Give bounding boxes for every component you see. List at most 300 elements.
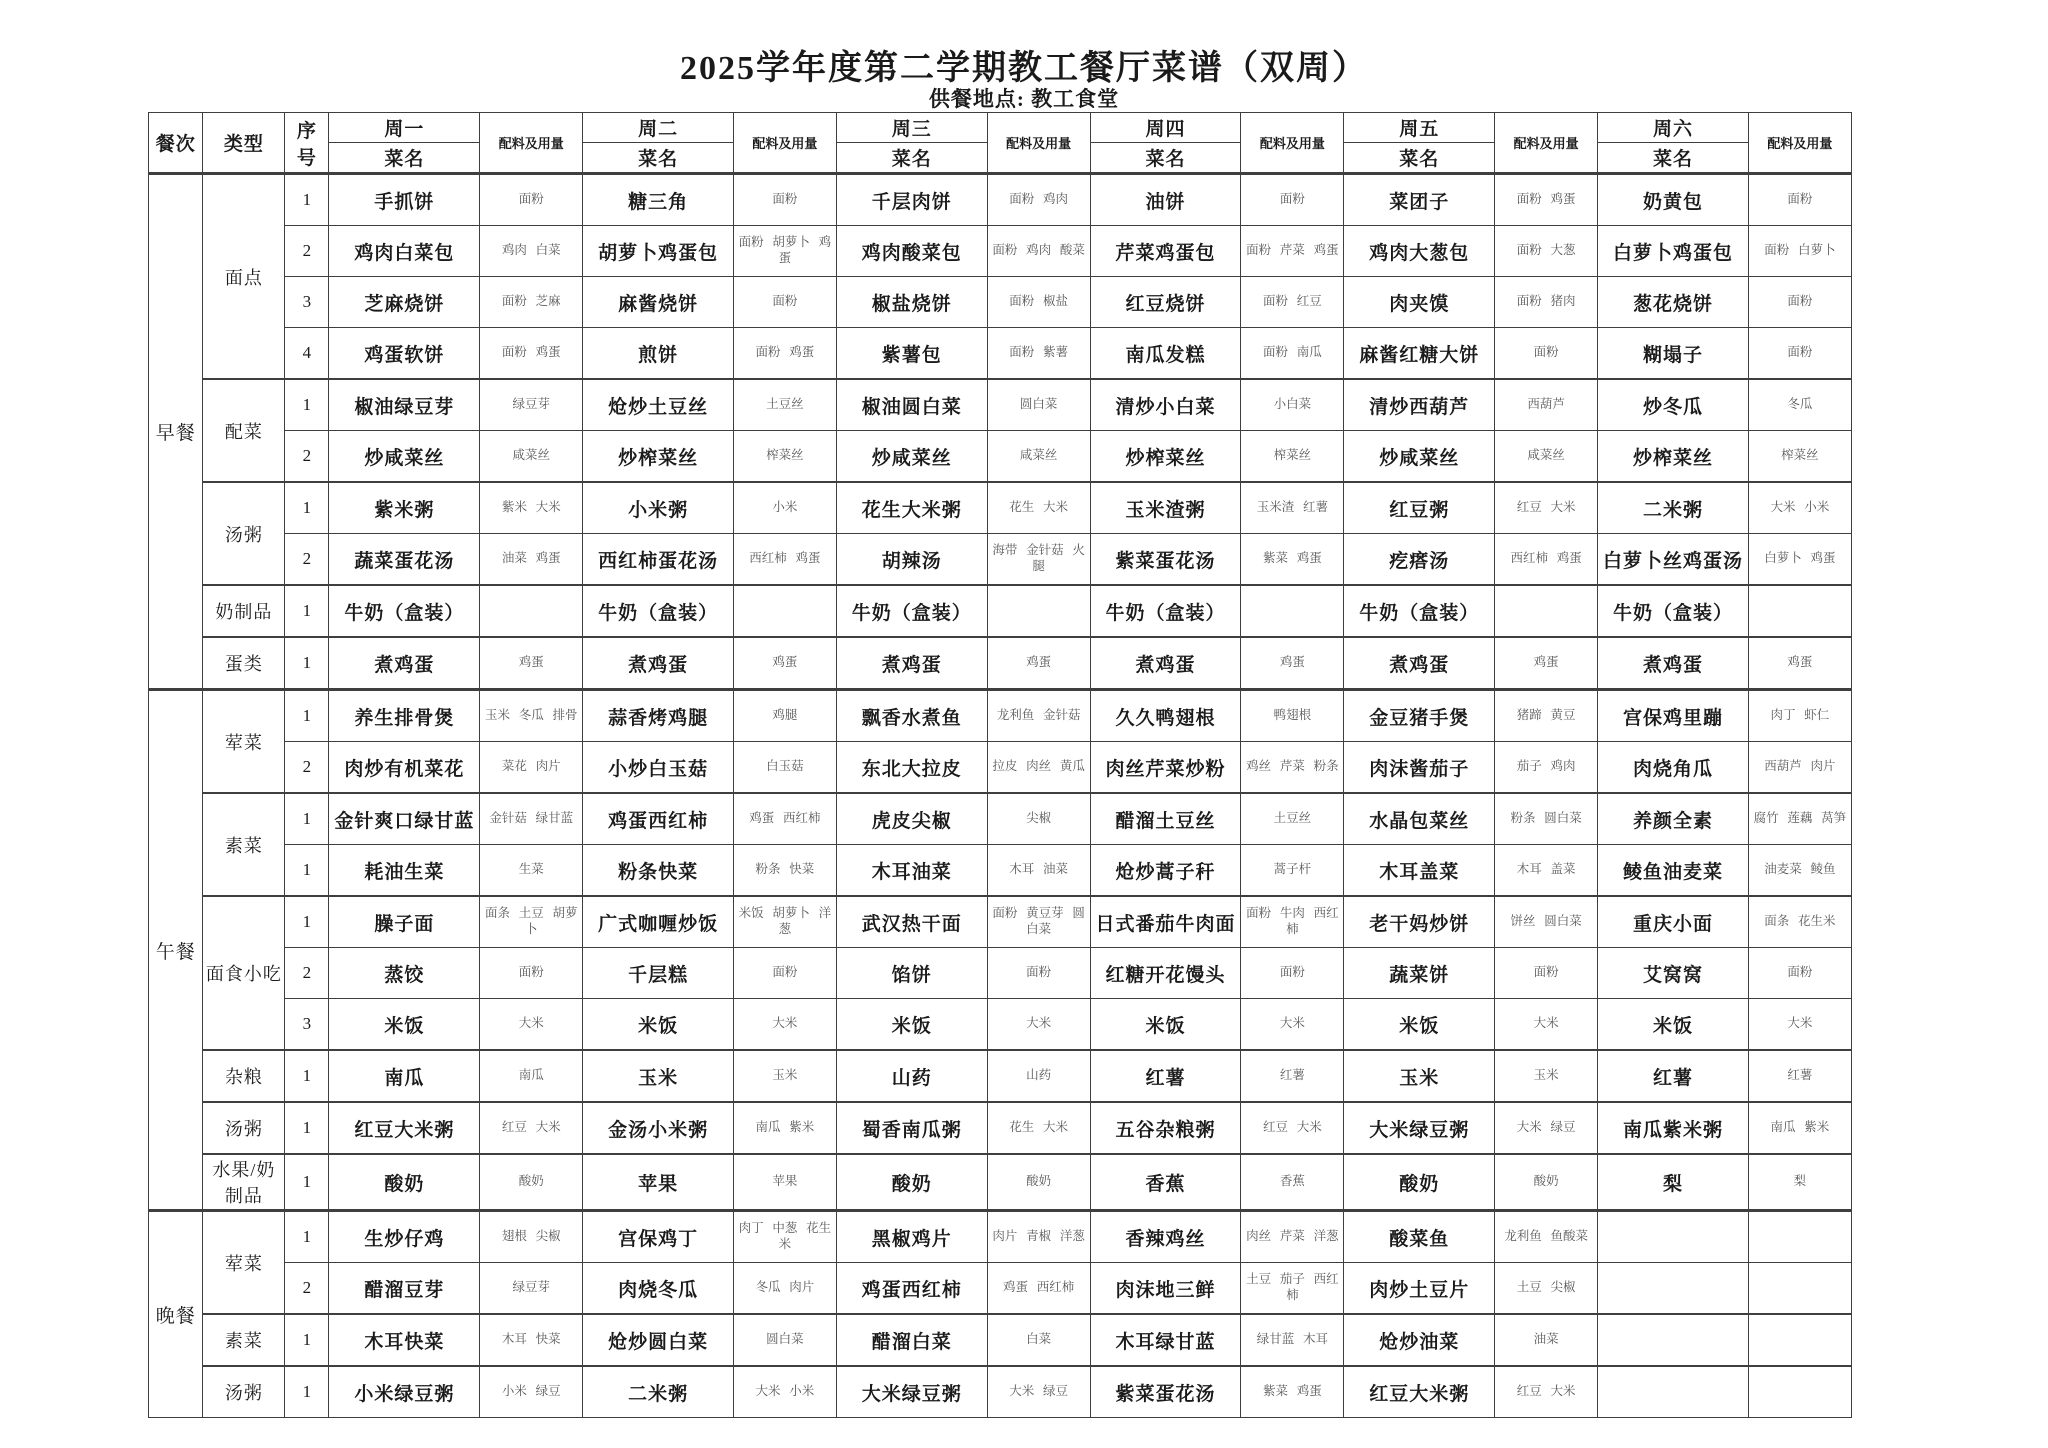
ingredient-cell: 红薯 [1748,1050,1851,1102]
dish-cell: 红豆大米粥 [1344,1366,1495,1418]
dish-cell: 花生大米粥 [836,482,987,534]
meal-label: 午餐 [149,690,203,1211]
type-label: 奶制品 [203,585,285,637]
type-label: 汤粥 [203,1102,285,1154]
dish-cell: 梨 [1598,1154,1749,1211]
type-label: 配菜 [203,379,285,482]
dish-cell: 醋溜土豆丝 [1090,793,1241,845]
dish-cell: 粉条快菜 [583,845,734,897]
dish-cell: 炒冬瓜 [1598,379,1749,431]
header-day-3: 周三 [836,113,987,143]
ingredient-cell: 龙利鱼 金针菇 [987,690,1090,742]
menu-row [149,277,1852,328]
dish-cell: 炒榨菜丝 [1598,431,1749,483]
ingredient-cell: 小白菜 [1241,379,1344,431]
ingredient-cell: 白玉菇 [733,742,836,794]
dish-cell: 酸菜鱼 [1344,1211,1495,1263]
dish-cell: 醋溜白菜 [836,1314,987,1366]
ingredient-cell: 鸡蛋 [987,637,1090,690]
menu-row [149,1314,1852,1366]
ingredient-cell: 面粉 芝麻 [480,277,583,328]
header-ingredients: 配料及用量 [733,113,836,174]
header-day-2: 周二 [583,113,734,143]
dish-cell: 木耳油菜 [836,845,987,897]
dish-cell: 醋溜豆芽 [329,1263,480,1315]
header-ingredients: 配料及用量 [1241,113,1344,174]
ingredient-cell: 肉片 青椒 洋葱 [987,1211,1090,1263]
header-dish: 菜名 [329,143,480,174]
page-title: 2025学年度第二学期教工餐厅菜谱（双周） [680,50,1368,87]
ingredient-cell: 苹果 [733,1154,836,1211]
type-label: 汤粥 [203,482,285,585]
dish-cell: 玉米 [583,1050,734,1102]
dish-cell: 红豆粥 [1344,482,1495,534]
ingredient-cell [1748,1263,1851,1315]
dish-cell: 生炒仔鸡 [329,1211,480,1263]
dish-cell: 紫米粥 [329,482,480,534]
header-meal: 餐次 [149,113,203,174]
ingredient-cell: 鸡蛋 [1241,637,1344,690]
ingredient-cell: 海带 金针菇 火腿 [987,534,1090,586]
ingredient-cell: 土豆丝 [1241,793,1344,845]
ingredient-cell: 面粉 胡萝卜 鸡蛋 [733,226,836,277]
ingredient-cell: 香蕉 [1241,1154,1344,1211]
index-cell: 1 [285,174,329,226]
dish-cell: 蒸饺 [329,948,480,999]
dish-cell: 南瓜 [329,1050,480,1102]
type-label: 汤粥 [203,1366,285,1418]
ingredient-cell: 粉条 圆白菜 [1495,793,1598,845]
ingredient-cell: 猪蹄 黄豆 [1495,690,1598,742]
menu-row [149,690,1852,742]
ingredient-cell: 木耳 快菜 [480,1314,583,1366]
ingredient-cell: 面粉 [1495,948,1598,999]
ingredient-cell: 大米 绿豆 [987,1366,1090,1418]
ingredient-cell: 蒿子杆 [1241,845,1344,897]
ingredient-cell: 面粉 [1748,328,1851,380]
dish-cell: 养生排骨煲 [329,690,480,742]
dish-cell: 煮鸡蛋 [1344,637,1495,690]
dish-cell: 二米粥 [583,1366,734,1418]
dish-cell: 油饼 [1090,174,1241,226]
dish-cell: 红豆烧饼 [1090,277,1241,328]
menu-row [149,845,1852,897]
header-day-6: 周六 [1598,113,1749,143]
dish-cell: 东北大拉皮 [836,742,987,794]
header-dish: 菜名 [1598,143,1749,174]
dish-cell: 牛奶（盒装） [583,585,734,637]
ingredient-cell: 玉米 冬瓜 排骨 [480,690,583,742]
ingredient-cell: 肉丝 芹菜 洋葱 [1241,1211,1344,1263]
ingredient-cell: 鸡蛋 [1495,637,1598,690]
ingredient-cell: 大米 [480,999,583,1051]
ingredient-cell: 肉丁 中葱 花生米 [733,1211,836,1263]
ingredient-cell: 鸡肉 白菜 [480,226,583,277]
ingredient-cell: 西红柿 鸡蛋 [733,534,836,586]
ingredient-cell: 紫菜 鸡蛋 [1241,1366,1344,1418]
dish-cell: 老干妈炒饼 [1344,896,1495,948]
dish-cell: 蔬菜蛋花汤 [329,534,480,586]
ingredient-cell: 腐竹 莲藕 莴笋 [1748,793,1851,845]
dish-cell: 米饭 [583,999,734,1051]
ingredient-cell: 面粉 芹菜 鸡蛋 [1241,226,1344,277]
ingredient-cell [480,585,583,637]
dish-cell: 清炒小白菜 [1090,379,1241,431]
ingredient-cell: 酸奶 [480,1154,583,1211]
ingredient-cell: 榨菜丝 [733,431,836,483]
ingredient-cell: 鸡丝 芹菜 粉条 [1241,742,1344,794]
dish-cell: 鸡蛋软饼 [329,328,480,380]
dish-cell: 蜀香南瓜粥 [836,1102,987,1154]
dish-cell: 西红柿蛋花汤 [583,534,734,586]
dish-cell: 肉炒土豆片 [1344,1263,1495,1315]
ingredient-cell: 油麦菜 鲮鱼 [1748,845,1851,897]
dish-cell: 炝炒油菜 [1344,1314,1495,1366]
dish-cell: 麻酱红糖大饼 [1344,328,1495,380]
dish-cell: 南瓜紫米粥 [1598,1102,1749,1154]
menu-row [149,431,1852,483]
header-dish: 菜名 [836,143,987,174]
header-ingredients: 配料及用量 [1748,113,1851,174]
menu-row [149,1154,1852,1211]
ingredient-cell: 花生 大米 [987,482,1090,534]
dish-cell: 玉米渣粥 [1090,482,1241,534]
dish-cell: 芹菜鸡蛋包 [1090,226,1241,277]
dish-cell: 煎饼 [583,328,734,380]
dish-cell: 紫菜蛋花汤 [1090,1366,1241,1418]
header-dish: 菜名 [1344,143,1495,174]
dish-cell: 水晶包菜丝 [1344,793,1495,845]
dish-cell: 煮鸡蛋 [1090,637,1241,690]
ingredient-cell: 白菜 [987,1314,1090,1366]
dish-cell: 炒咸菜丝 [329,431,480,483]
ingredient-cell: 西红柿 鸡蛋 [1495,534,1598,586]
ingredient-cell: 紫米 大米 [480,482,583,534]
index-cell: 1 [285,379,329,431]
menu-row [149,999,1852,1051]
menu-row [149,1263,1852,1315]
menu-row [149,482,1852,534]
ingredient-cell [1748,1211,1851,1263]
menu-table [148,112,1852,1418]
index-cell: 1 [285,896,329,948]
index-cell: 2 [285,948,329,999]
dish-cell: 米饭 [1344,999,1495,1051]
dish-cell: 重庆小面 [1598,896,1749,948]
header-ingredients: 配料及用量 [480,113,583,174]
ingredient-cell: 面粉 鸡蛋 [1495,174,1598,226]
ingredient-cell: 红豆 大米 [1241,1102,1344,1154]
dish-cell: 香蕉 [1090,1154,1241,1211]
dish-cell: 南瓜发糕 [1090,328,1241,380]
ingredient-cell: 大米 小米 [1748,482,1851,534]
ingredient-cell: 面粉 鸡肉 [987,174,1090,226]
dish-cell: 炝炒蒿子秆 [1090,845,1241,897]
ingredient-cell: 油菜 鸡蛋 [480,534,583,586]
dish-cell: 肉夹馍 [1344,277,1495,328]
type-label: 素菜 [203,1314,285,1366]
ingredient-cell: 生菜 [480,845,583,897]
dish-cell: 木耳绿甘蓝 [1090,1314,1241,1366]
dish-cell: 香辣鸡丝 [1090,1211,1241,1263]
dish-cell: 鸡蛋西红柿 [836,1263,987,1315]
ingredient-cell: 鸡蛋 [480,637,583,690]
ingredient-cell: 木耳 油菜 [987,845,1090,897]
ingredient-cell: 绿豆芽 [480,379,583,431]
ingredient-cell: 面粉 鸡蛋 [480,328,583,380]
dish-cell: 千层糕 [583,948,734,999]
ingredient-cell: 面粉 [480,948,583,999]
ingredient-cell: 尖椒 [987,793,1090,845]
ingredient-cell: 面粉 牛肉 西红柿 [1241,896,1344,948]
index-cell: 4 [285,328,329,380]
table-header [149,113,1852,174]
index-cell: 2 [285,1263,329,1315]
ingredient-cell: 面粉 [1748,277,1851,328]
dish-cell: 炝炒土豆丝 [583,379,734,431]
ingredient-cell: 咸菜丝 [480,431,583,483]
ingredient-cell: 鸡蛋 西红柿 [733,793,836,845]
menu-row [149,226,1852,277]
dish-cell [1598,1211,1749,1263]
index-cell: 1 [285,793,329,845]
index-cell: 2 [285,431,329,483]
header-ingredients: 配料及用量 [987,113,1090,174]
dish-cell: 馅饼 [836,948,987,999]
dish-cell: 手抓饼 [329,174,480,226]
serving-location: 供餐地点: 教工食堂 [928,87,1120,111]
dish-cell: 虎皮尖椒 [836,793,987,845]
dish-cell: 肉烧角瓜 [1598,742,1749,794]
ingredient-cell: 面粉 红豆 [1241,277,1344,328]
dish-cell: 炒榨菜丝 [583,431,734,483]
ingredient-cell: 粉条 快菜 [733,845,836,897]
type-label: 水果/奶制品 [203,1154,285,1211]
dish-cell: 椒油圆白菜 [836,379,987,431]
dish-cell: 木耳盖菜 [1344,845,1495,897]
dish-cell: 紫薯包 [836,328,987,380]
dish-cell: 米饭 [1598,999,1749,1051]
dish-cell: 红豆大米粥 [329,1102,480,1154]
type-label: 荤菜 [203,1211,285,1315]
dish-cell: 疙瘩汤 [1344,534,1495,586]
index-cell: 3 [285,277,329,328]
dish-cell: 玉米 [1344,1050,1495,1102]
ingredient-cell: 梨 [1748,1154,1851,1211]
ingredient-cell: 面粉 [1748,174,1851,226]
ingredient-cell: 龙利鱼 鱼酸菜 [1495,1211,1598,1263]
dish-cell: 酸奶 [329,1154,480,1211]
header-day-4: 周四 [1090,113,1241,143]
index-cell: 2 [285,534,329,586]
type-label: 面食小吃 [203,896,285,1050]
index-cell: 1 [285,1102,329,1154]
ingredient-cell: 木耳 盖菜 [1495,845,1598,897]
index-cell: 1 [285,1154,329,1211]
dish-cell: 金豆猪手煲 [1344,690,1495,742]
dish-cell: 鸡肉酸菜包 [836,226,987,277]
dish-cell: 耗油生菜 [329,845,480,897]
index-cell: 1 [285,1366,329,1418]
ingredient-cell: 拉皮 肉丝 黄瓜 [987,742,1090,794]
ingredient-cell: 面粉 猪肉 [1495,277,1598,328]
dish-cell: 白萝卜鸡蛋包 [1598,226,1749,277]
ingredient-cell: 红薯 [1241,1050,1344,1102]
ingredient-cell: 面粉 [987,948,1090,999]
dish-cell [1598,1263,1749,1315]
ingredient-cell: 玉米 [1495,1050,1598,1102]
ingredient-cell: 鸡腿 [733,690,836,742]
dish-cell [1598,1366,1749,1418]
dish-cell: 山药 [836,1050,987,1102]
ingredient-cell: 玉米渣 红薯 [1241,482,1344,534]
dish-cell: 大米绿豆粥 [836,1366,987,1418]
ingredient-cell: 红豆 大米 [480,1102,583,1154]
ingredient-cell: 榨菜丝 [1241,431,1344,483]
ingredient-cell: 小米 绿豆 [480,1366,583,1418]
index-cell: 2 [285,226,329,277]
ingredient-cell: 圆白菜 [987,379,1090,431]
index-cell: 1 [285,482,329,534]
ingredient-cell: 白萝卜 鸡蛋 [1748,534,1851,586]
ingredient-cell: 西葫芦 [1495,379,1598,431]
ingredient-cell: 咸菜丝 [1495,431,1598,483]
dish-cell: 肉丝芹菜炒粉 [1090,742,1241,794]
menu-row [149,948,1852,999]
index-cell: 3 [285,999,329,1051]
dish-cell: 炝炒圆白菜 [583,1314,734,1366]
dish-cell [1598,1314,1749,1366]
ingredient-cell: 冬瓜 [1748,379,1851,431]
ingredient-cell: 山药 [987,1050,1090,1102]
dish-cell: 蒜香烤鸡腿 [583,690,734,742]
dish-cell: 广式咖喱炒饭 [583,896,734,948]
dish-cell: 白萝卜丝鸡蛋汤 [1598,534,1749,586]
type-label: 荤菜 [203,690,285,794]
dish-cell: 久久鸭翅根 [1090,690,1241,742]
dish-cell: 米饭 [836,999,987,1051]
dish-cell: 牛奶（盒装） [329,585,480,637]
ingredient-cell: 面粉 大葱 [1495,226,1598,277]
dish-cell: 肉烧冬瓜 [583,1263,734,1315]
ingredient-cell: 面粉 鸡肉 酸菜 [987,226,1090,277]
dish-cell: 蔬菜饼 [1344,948,1495,999]
dish-cell: 胡辣汤 [836,534,987,586]
ingredient-cell: 面粉 黄豆芽 圆白菜 [987,896,1090,948]
ingredient-cell: 饼丝 圆白菜 [1495,896,1598,948]
ingredient-cell: 面粉 [1241,174,1344,226]
dish-cell: 煮鸡蛋 [583,637,734,690]
dish-cell: 菜团子 [1344,174,1495,226]
dish-cell: 葱花烧饼 [1598,277,1749,328]
ingredient-cell: 土豆 茄子 西红柿 [1241,1263,1344,1315]
ingredient-cell: 大米 小米 [733,1366,836,1418]
ingredient-cell: 大米 [733,999,836,1051]
ingredient-cell: 南瓜 紫米 [733,1102,836,1154]
ingredient-cell: 翅根 尖椒 [480,1211,583,1263]
dish-cell: 肉炒有机菜花 [329,742,480,794]
ingredient-cell: 酸奶 [1495,1154,1598,1211]
ingredient-cell [733,585,836,637]
type-label: 素菜 [203,793,285,896]
ingredient-cell: 面粉 [1241,948,1344,999]
ingredient-cell: 冬瓜 肉片 [733,1263,836,1315]
ingredient-cell: 绿甘蓝 木耳 [1241,1314,1344,1366]
ingredient-cell: 土豆 尖椒 [1495,1263,1598,1315]
dish-cell: 紫菜蛋花汤 [1090,534,1241,586]
ingredient-cell: 茄子 鸡肉 [1495,742,1598,794]
index-cell: 1 [285,1211,329,1263]
ingredient-cell: 鸡蛋 西红柿 [987,1263,1090,1315]
dish-cell: 牛奶（盒装） [1090,585,1241,637]
ingredient-cell: 面粉 [733,277,836,328]
menu-row [149,1211,1852,1263]
dish-cell: 五谷杂粮粥 [1090,1102,1241,1154]
type-label: 面点 [203,174,285,380]
ingredient-cell: 面粉 [1748,948,1851,999]
dish-cell: 糖三角 [583,174,734,226]
index-cell: 1 [285,845,329,897]
ingredient-cell: 面条 花生米 [1748,896,1851,948]
type-label: 杂粮 [203,1050,285,1102]
ingredient-cell: 大米 [987,999,1090,1051]
dish-cell: 小米绿豆粥 [329,1366,480,1418]
menu-row [149,585,1852,637]
ingredient-cell: 面条 土豆 胡萝卜 [480,896,583,948]
dish-cell: 煮鸡蛋 [329,637,480,690]
dish-cell: 芝麻烧饼 [329,277,480,328]
dish-cell: 鸡肉大葱包 [1344,226,1495,277]
dish-cell: 宫保鸡丁 [583,1211,734,1263]
index-cell: 2 [285,742,329,794]
dish-cell: 肉沫地三鲜 [1090,1263,1241,1315]
ingredient-cell: 鸭翅根 [1241,690,1344,742]
dish-cell: 二米粥 [1598,482,1749,534]
menu-row [149,328,1852,380]
dish-cell: 酸奶 [1344,1154,1495,1211]
dish-cell: 炒咸菜丝 [836,431,987,483]
ingredient-cell: 鸡蛋 [733,637,836,690]
index-cell: 1 [285,690,329,742]
dish-cell: 鸡肉白菜包 [329,226,480,277]
menu-row [149,1050,1852,1102]
ingredient-cell: 咸菜丝 [987,431,1090,483]
menu-row [149,637,1852,690]
dish-cell: 煮鸡蛋 [1598,637,1749,690]
meal-label: 晚餐 [149,1211,203,1418]
dish-cell: 麻酱烧饼 [583,277,734,328]
dish-cell: 鲮鱼油麦菜 [1598,845,1749,897]
index-cell: 1 [285,637,329,690]
dish-cell: 米饭 [329,999,480,1051]
dish-cell: 苹果 [583,1154,734,1211]
ingredient-cell [1748,1366,1851,1418]
menu-row [149,896,1852,948]
ingredient-cell: 面粉 [1495,328,1598,380]
dish-cell: 日式番茄牛肉面 [1090,896,1241,948]
dish-cell: 椒盐烧饼 [836,277,987,328]
dish-cell: 艾窝窝 [1598,948,1749,999]
ingredient-cell: 南瓜 紫米 [1748,1102,1851,1154]
ingredient-cell: 金针菇 绿甘蓝 [480,793,583,845]
ingredient-cell: 花生 大米 [987,1102,1090,1154]
dish-cell: 木耳快菜 [329,1314,480,1366]
dish-cell: 酸奶 [836,1154,987,1211]
dish-cell: 小炒白玉菇 [583,742,734,794]
ingredient-cell: 西葫芦 肉片 [1748,742,1851,794]
menu-row [149,534,1852,586]
dish-cell: 大米绿豆粥 [1344,1102,1495,1154]
